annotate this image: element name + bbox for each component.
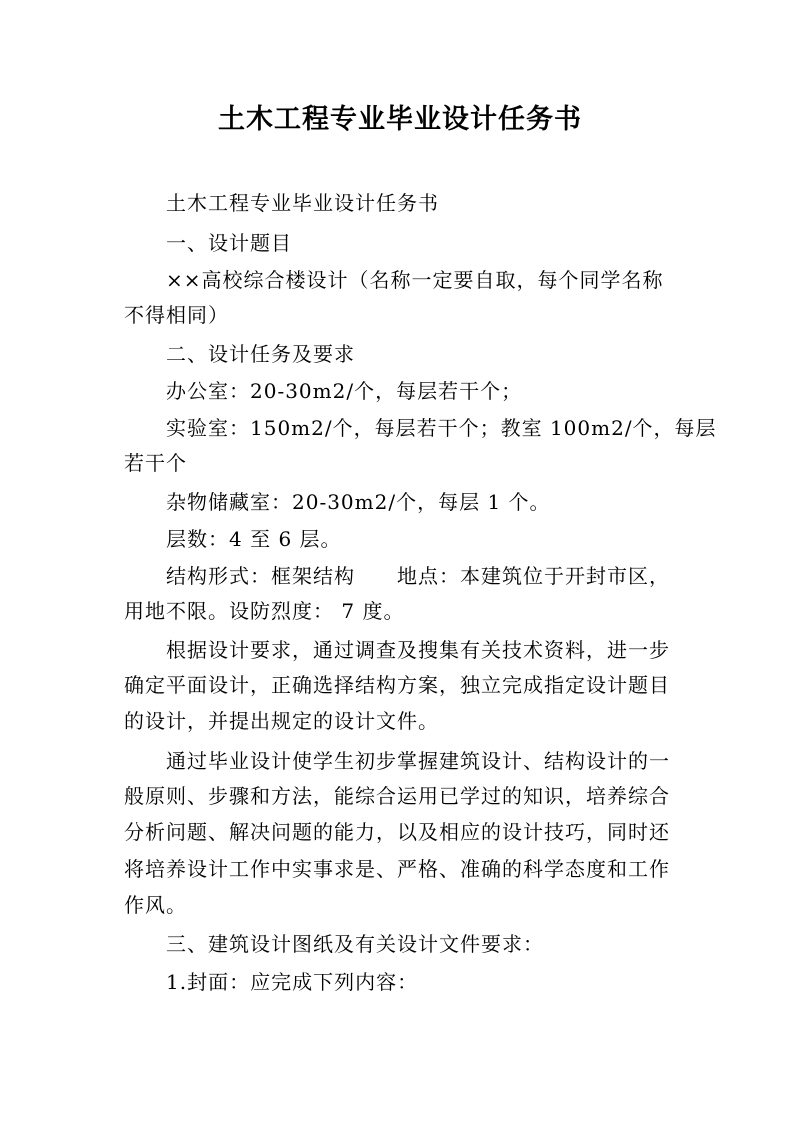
text-line: 三、建筑设计图纸及有关设计文件要求：	[166, 932, 544, 956]
text-line: 办公室：20-30m2/个，每层若干个；	[166, 379, 523, 403]
text-line: 分析问题、解决问题的能力，以及相应的设计技巧，同时还	[124, 820, 670, 844]
text-line: 将培养设计工作中实事求是、严格、准确的科学态度和工作	[124, 857, 670, 881]
document-title: 土木工程专业毕业设计任务书	[218, 104, 582, 135]
text-line: 的设计，并提出规定的设计文件。	[124, 709, 439, 733]
text-line: 根据设计要求，通过调查及搜集有关技术资料，进一步	[166, 638, 670, 662]
text-line: 确定平面设计，正确选择结构方案，独立完成指定设计题目	[124, 673, 670, 697]
text-line: 通过毕业设计使学生初步掌握建筑设计、结构设计的一	[166, 749, 670, 773]
text-line: 般原则、步骤和方法，能综合运用已学过的知识，培养综合	[124, 784, 670, 808]
text-line: 作风。	[124, 893, 187, 917]
text-line: ××高校综合楼设计（名称一定要自取，每个同学名称	[166, 268, 664, 292]
text-line: 实验室：150m2/个，每层若干个；教室 100m2/个，每层	[166, 416, 717, 440]
text-line: 二、设计任务及要求	[166, 342, 355, 366]
text-line: 层数：4 至 6 层。	[166, 527, 342, 551]
text-line: 用地不限。设防烈度： 7 度。	[124, 599, 405, 623]
text-line: 一、设计题目	[166, 231, 292, 255]
text-line: 杂物储藏室：20-30m2/个，每层 1 个。	[166, 490, 551, 514]
text-line: 1.封面：应完成下列内容：	[166, 970, 419, 994]
text-line: 土木工程专业毕业设计任务书	[166, 191, 439, 215]
text-line: 若干个	[124, 451, 187, 475]
text-line: 结构形式：框架结构 地点：本建筑位于开封市区，	[166, 564, 670, 588]
text-line: 不得相同）	[124, 303, 229, 327]
